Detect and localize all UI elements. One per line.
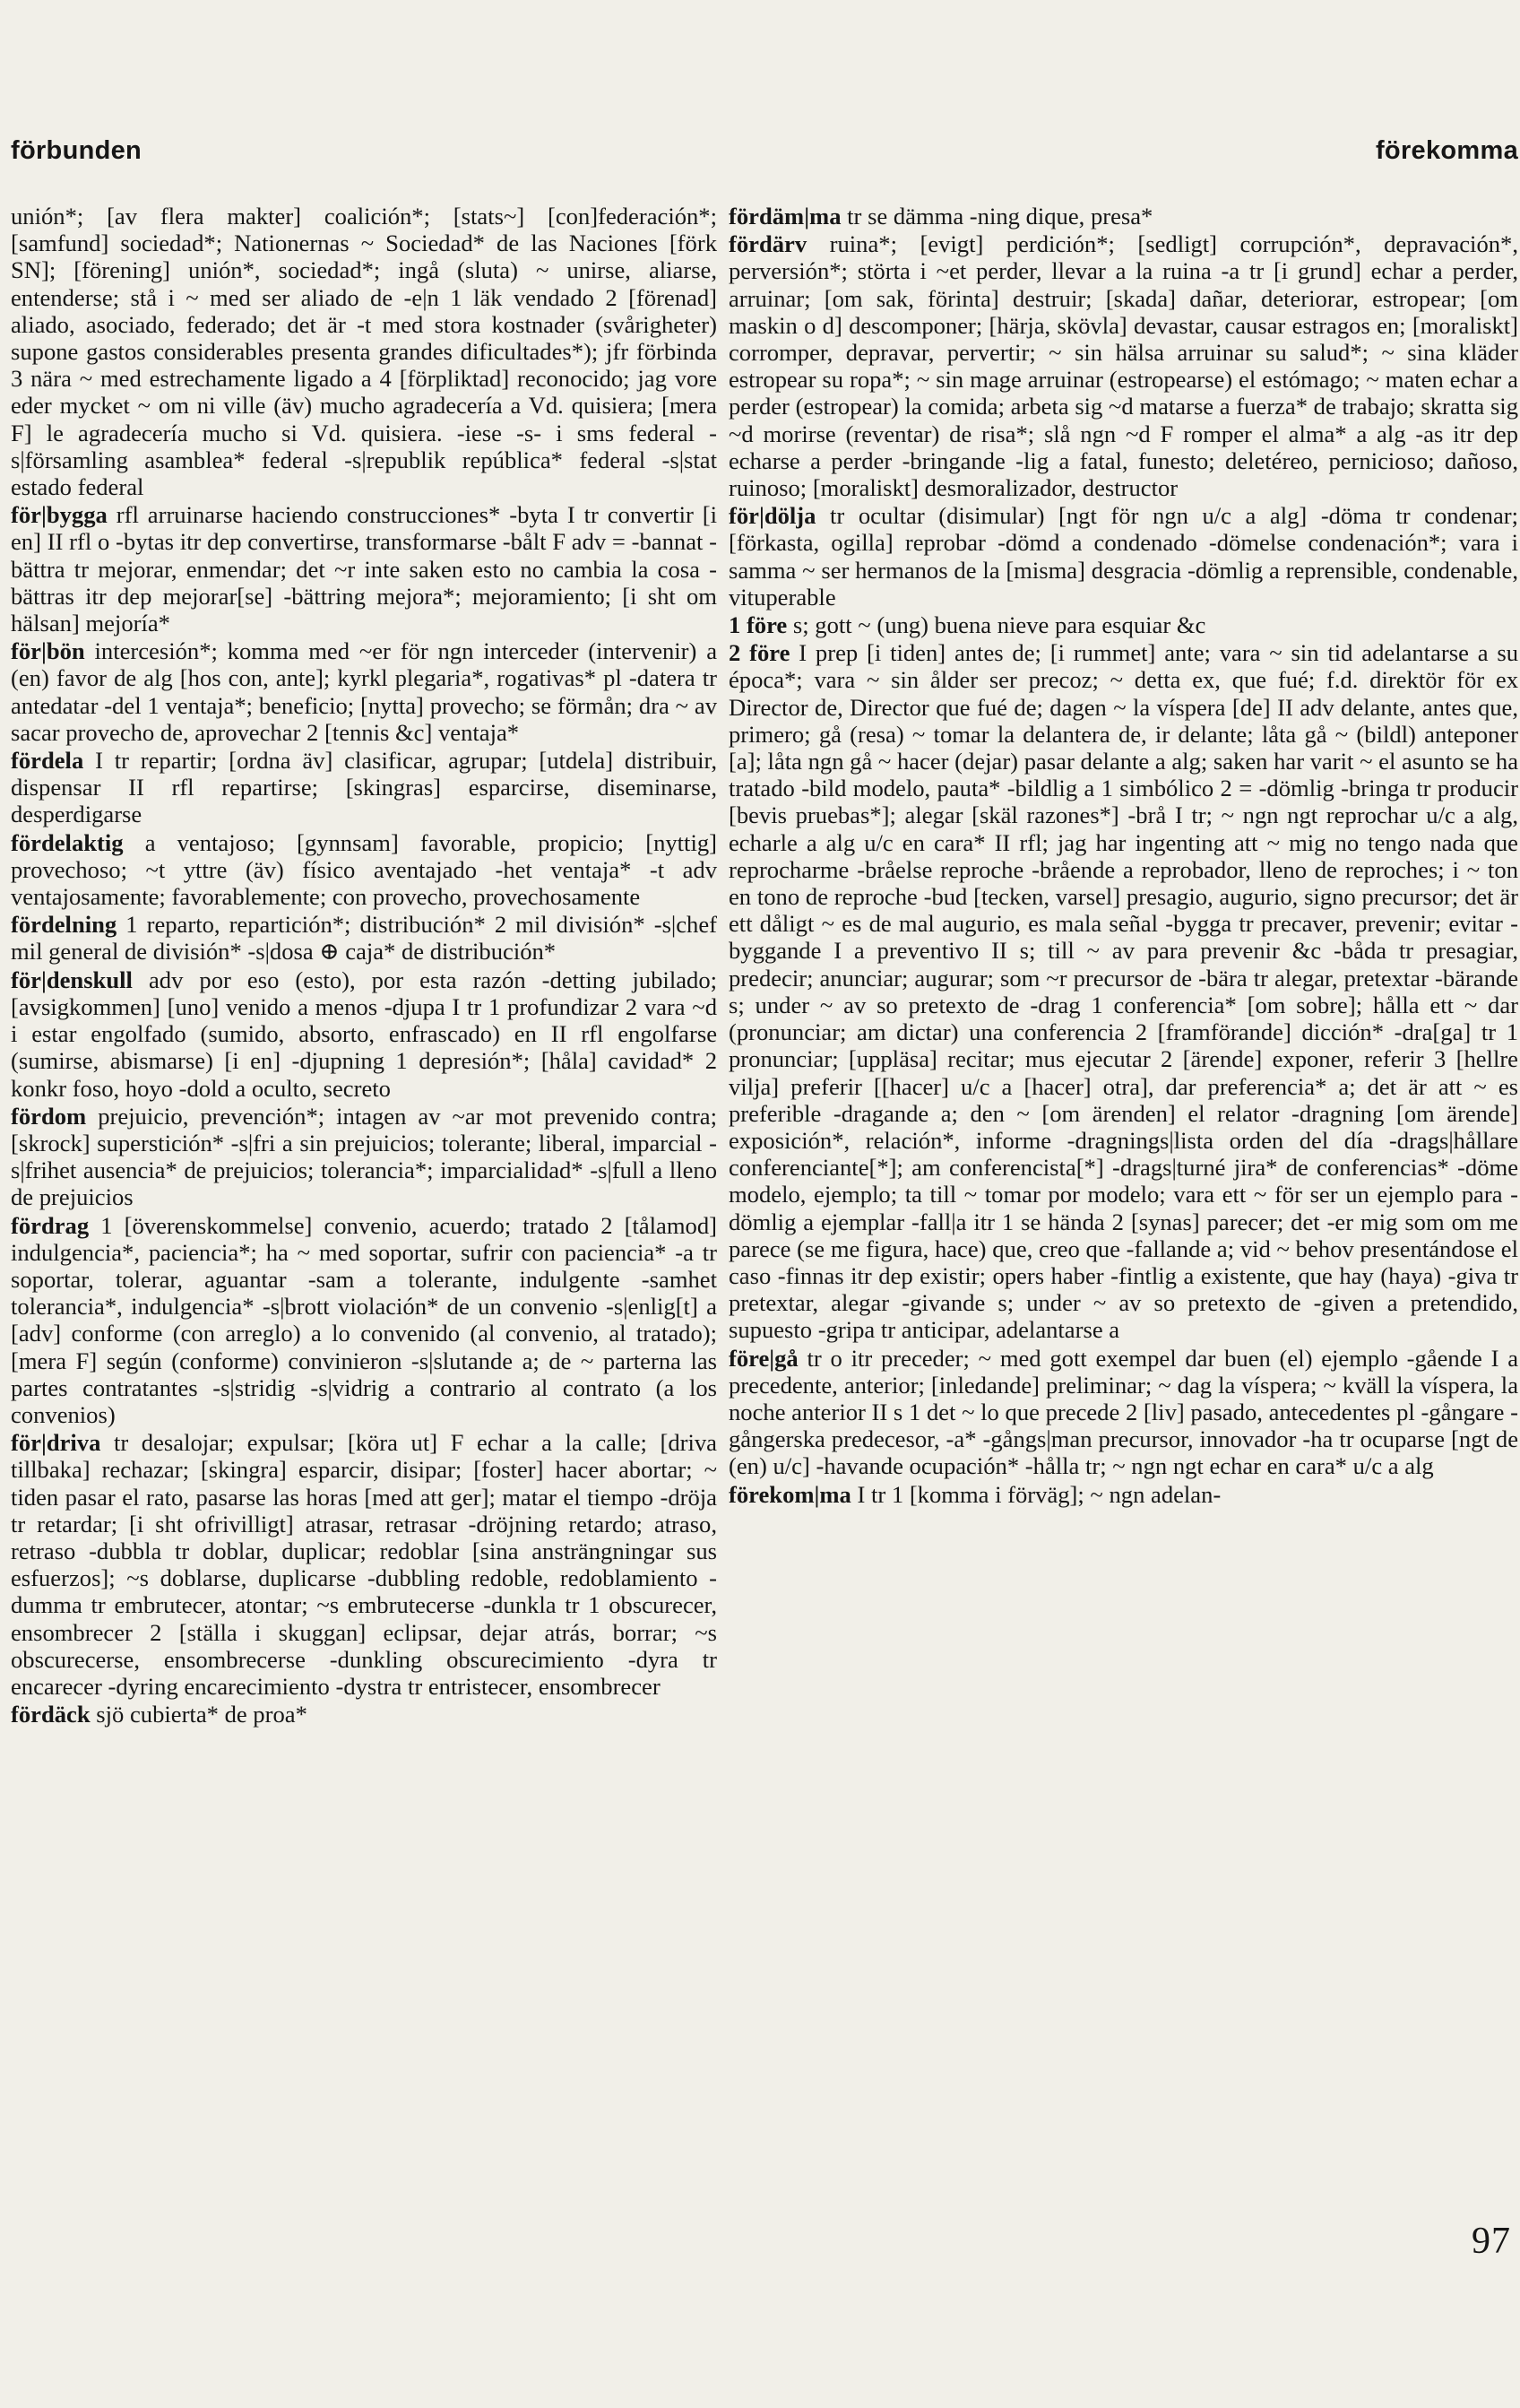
- entry-headword: förekom|ma: [729, 1480, 851, 1508]
- dictionary-entry: [729, 502, 1518, 611]
- entry-headword: 1 före: [729, 611, 788, 639]
- entry-headword: 2 före: [729, 639, 790, 667]
- entry-definition: s; gott ~ (ung) buena nieve para esquiar &c: [792, 611, 1206, 639]
- entry-definition: 1 reparto, repartición*; distribución* 2 mil división* -s|chef mil general de división* -s|dosa ⊕ caja* de distribución*: [11, 911, 718, 966]
- entry-definition: intercesión*; komma med ~er för ngn interceder (intervenir) a (en) favor de alg [hos con, ante]; kyrkl plegaria*, rogativas* pl -datera tr antedatar -del 1 ventaja*; beneficio; [nytta] provecho; se förmån; dra ~ av sacar provecho de, aprovechar 2 [tennis &c] ventaja*: [11, 637, 717, 746]
- entry-headword: fördelning: [11, 911, 117, 939]
- right-guide-word: förekomma: [1375, 136, 1518, 165]
- dictionary-entry: [11, 637, 717, 746]
- dictionary-entry: [11, 747, 717, 828]
- dictionary-entry: [729, 611, 1518, 638]
- entry-definition: tr desalojar; expulsar; [köra ut] F echar a la calle; [driva tillbaka] rechazar; [skingra] esparcir, disipar; [foster] hacer abortar; ~ tiden pasar el rato, pasarse las horas [med att ger]; matar el tiempo -dröja tr retardar; [i sht ofrivilligt] atrasar, retrasar -dröjning retardo; atraso, retraso -dubbla tr doblar, duplicar; redoblar [sina ansträngningar sus esfuerzos]; ~s doblarse, duplicarse -dubbling redoble, redoblamiento -dumma tr embrutecer, atontar; ~s embrutecerse -dunkla tr 1 obscurecer, ensombrecer 2 [ställa i skuggan] eclipsar, dejar atrás, borrar; ~s obscurecerse, ensombrecerse -dunkling obscurecimiento -dyra tr encarecer -dyring encarecimiento -dystra tr entristecer, ensombrecer: [11, 1429, 717, 1700]
- entry-definition: ruina*; [evigt] perdición*; [sedligt] corrupción*, depravación*, perversión*; störta i ~et perder, llevar a la ruina -a tr [i grund] echar a perder, arruinar; [om sak, förinta] destruir; [skada] dañar, deteriorar, estropear; [om maskin o d] descomponer; [härja, skövla] devastar, causar estragos en; [moraliskt] corromper, depravar, pervertir; ~ sin hälsa arruinar su salud*; ~ sina kläder estropear su ropa*; ~ sin mage arruinar (estropearse) el estómago; ~ maten echar a perder (estropear) la comida; arbeta sig ~d matarse a fuerza* de trabajo; skratta sig ~d morirse (reventar) de risa*; slå ngn ~d F romper el alma* a alg -as itr dep echarse a perder -bringande -lig a fatal, funesto; deletéreo, pernicioso; dañoso, ruinoso; [moraliskt] desmoralizador, destructor: [729, 230, 1518, 502]
- entry-headword: fördäm|ma: [729, 203, 842, 230]
- dictionary-entry: [11, 1429, 717, 1700]
- entry-definition: I prep [i tiden] antes de; [i rummet] ante; vara ~ sin tid adelantarse a su época*; vara ~ sin ålder ser precoz; ~ detta ex, que fué; f.d. direktör för ex Director de, Director que fué de; dagen ~ la víspera [de] II adv delante, antes que, primero; gå (resa) ~ tomar la delantera de, ir delante; låta gå ~ (bildl) anteponer [a]; låta ngn gå ~ hacer (dejar) pasar delante a alg; saken har varit ~ el asunto se ha tratado -bild modelo, pauta* -bildlig a 1 simbólico 2 = -dömlig -bringa tr producir [bevis pruebas*]; alegar [skäl razones*] -brå I tr; ~ ngn ngt reprochar u/c a alg, echarle a alg u/c en cara* II rfl; jag har ingenting att ~ mig no tengo nada que reprocharme -bråelse reproche -brående a reprobador, lleno de reproches; i ~ ton en tono de reproche -bud [tecken, varsel] presagio, augurio, signo precursor; det är ett dåligt ~ es de mal augurio, es mala señal -bygga tr precaver, prevenir; evitar -byggande I a preventivo II s; till ~ av para prevenir &c -båda tr presagiar, predecir; anunciar; augurar; som ~r precursor de -bära tr alegar, pretextar -bärande s; under ~ av so pretexto de -drag 1 conferencia* [om sobre]; hålla ett ~ dar (pronunciar; am dictar) una conferencia 2 [framförande] dicción* -dra[ga] tr 1 pronunciar; [uppläsa] recitar; mus ejecutar 2 [ärende] exponer, referir 3 [hellre vilja] preferir [[hacer] u/c a [hacer] otra], dar preferencia* a; det är att ~ es preferible -dragande a; den ~ [om ärenden] el relator -dragning [om ärende] exposición*, relación*, informe -dragnings|lista orden del día -drags|hållare conferenciante[*]; am conferencista[*] -drags|turné jira* de conferencias* -döme modelo, ejemplo; ta till ~ tomar por modelo; vara ett ~ för ser un ejemplo para -dömlig a ejemplar -fall|a itr 1 se hända 2 [synas] parecer; det -er mig som om me parece (se me figura, hace) que, creo que -fallande a; vid ~ behov presentándose el caso -finnas itr dep existir; opers haber -fintlig a existente, que hay (haya) -giva tr pretextar, alegar -givande s; under ~ av so pretexto de -given a pretendido, supuesto -gripa tr anticipar, adelantarse a: [729, 639, 1518, 1344]
- dictionary-entry: [11, 501, 717, 637]
- entry-headword: fördäck: [11, 1701, 91, 1728]
- entry-definition: sjö cubierta* de proa*: [96, 1701, 307, 1728]
- right-column: [729, 203, 1518, 1508]
- entry-headword: för|denskull: [11, 966, 133, 993]
- entry-headword: fördom: [11, 1102, 87, 1130]
- dictionary-entry: [729, 203, 1518, 230]
- dictionary-entry: [11, 911, 717, 965]
- entry-headword: före|gå: [729, 1344, 799, 1372]
- entry-headword: för|bön: [11, 637, 85, 665]
- dictionary-entry: [11, 203, 717, 500]
- left-column: [11, 203, 717, 1728]
- entry-definition: prejuicio, prevención*; intagen av ~ar mot prevenido contra; [skrock] superstición* -s|fri a sin prejuicios; tolerante; liberal, imparcial -s|frihet ausencia* de prejuicios; tolerancia*; imparcialidad* -s|full a lleno de prejuicios: [11, 1102, 717, 1211]
- entry-headword: för|dölja: [729, 502, 816, 530]
- entry-definition: 1 [överenskommelse] convenio, acuerdo; tratado 2 [tålamod] indulgencia*, paciencia*; ha ~ med soportar, sufrir con paciencia* -a tr soportar, tolerar, aguantar -sam a tolerante, indulgente -samhet tolerancia*, indulgencia* -s|brott violación* de un convenio -s|enlig[t] a [adv] conforme (con arreglo) a lo convenido (al convenio, al tratado); [mera F] según (conforme) convinieron -s|slutande a; de ~ parterna las partes contratantes -s|stridig -s|vidrig a contrario al contrato (a los convenios): [11, 1211, 717, 1428]
- left-guide-word: förbunden: [11, 136, 142, 165]
- entry-definition: adv por eso (esto), por esta razón -detting jubilado; [avsigkommen] [uno] venido a menos -djupa I tr 1 profundizar 2 vara ~d i estar engolfado (sumido, absorto, enfrascado) en II rfl engolfarse (sumirse, abismarse) [i en] -djupning 1 depresión*; [håla] cavidad* 2 konkr foso, hoyo -dold a oculto, secreto: [11, 966, 718, 1102]
- entry-headword: fördärv: [729, 230, 808, 258]
- dictionary-entry: [11, 1103, 717, 1211]
- dictionary-entry: [729, 1481, 1518, 1508]
- entry-definition: a ventajoso; [gynnsam] favorable, propicio; [nyttig] provechoso; ~t yttre (äv) físico aventajado -het ventaja* -t adv ventajosamente; favorablemente; con provecho, provechosamente: [11, 828, 717, 911]
- entry-headword: för|bygga: [11, 501, 108, 529]
- entry-definition: tr o itr preceder; ~ med gott exempel dar buen (el) ejemplo -gående I a precedente, anterior; [inledande] preliminar; ~ dag la víspera; ~ kväll la víspera, la noche anterior II s 1 det ~ lo que precede 2 [liv] pasado, antecedentes pl -gångare -gångerska predecesor, -a* -gångs|man precursor, innovador -ha tr ocuparse [ngt de (en) u/c] -havande ocupación* -hålla tr; ~ ngn ngt echar en cara* u/c a alg: [729, 1344, 1518, 1480]
- entry-definition: I tr repartir; [ordna äv] clasificar, agrupar; [utdela] distribuir, dispensar II rfl repartirse; [skingras] esparcirse, diseminarse, desperdigarse: [11, 747, 717, 828]
- dictionary-entry: [729, 230, 1518, 501]
- entry-headword: fördelaktig: [11, 828, 124, 856]
- page-number: 97: [1472, 2221, 1511, 2262]
- entry-headword: för|driva: [11, 1429, 101, 1457]
- entry-definition: tr ocultar (disimular) [ngt för ngn u/c a alg] -döma tr condenar; [förkasta, ogilla] reprobar -dömd a condenado -dömelse condenación*; vara i samma ~ ser hermanos de la [misma] desgracia -dömlig a reprensible, condenable, vituperable: [729, 502, 1518, 611]
- dictionary-entry: [729, 639, 1518, 1343]
- dictionary-entry: [11, 966, 717, 1102]
- entry-definition: unión*; [av flera makter] coalición*; [stats~] [con]federación*; [samfund] sociedad*; Nationernas ~ Sociedad* de las Naciones [förk SN]; [förening] unión*, sociedad*; ingå (sluta) ~ unirse, aliarse, entenderse; stå i ~ med ser aliado de -e|n 1 läk vendado 2 [förenad] aliado, asociado, federado; det är -t med stora kostnader (svårigheter) supone gastos considerables presenta grandes dificultades*); jfr förbinda 3 nära ~ med estrechamente ligado a 4 [förpliktad] reconocido; jag vore eder mycket ~ om ni ville (äv) mucho agradecería a Vd. quisiera; [mera F] le agradecería mucho si Vd. quisiera. -iese -s- i sms federal -s|församling asamblea* federal -s|republik república* federal -s|stat estado federal: [11, 203, 717, 501]
- entry-definition: tr se dämma -ning dique, presa*: [847, 203, 1153, 230]
- entry-definition: rfl arruinarse haciendo construcciones* -byta I tr convertir [i en] II rfl o -bytas itr dep convertirse, transformarse -bålt F adv = -bannat -bättra tr mejorar, enmendar; det ~r inte saken esto no cambia la cosa -bättras itr dep mejorar[se] -bättring mejora*; mejoramiento; [i sht om hälsan] mejoría*: [11, 501, 717, 637]
- dictionary-entry: [729, 1345, 1518, 1480]
- entry-headword: fördrag: [11, 1211, 90, 1239]
- dictionary-entry: [11, 1212, 717, 1429]
- dictionary-entry: [11, 1701, 717, 1728]
- entry-headword: fördela: [11, 747, 84, 775]
- entry-definition: I tr 1 [komma i förväg]; ~ ngn adelan-: [857, 1480, 1222, 1508]
- dictionary-entry: [11, 829, 717, 911]
